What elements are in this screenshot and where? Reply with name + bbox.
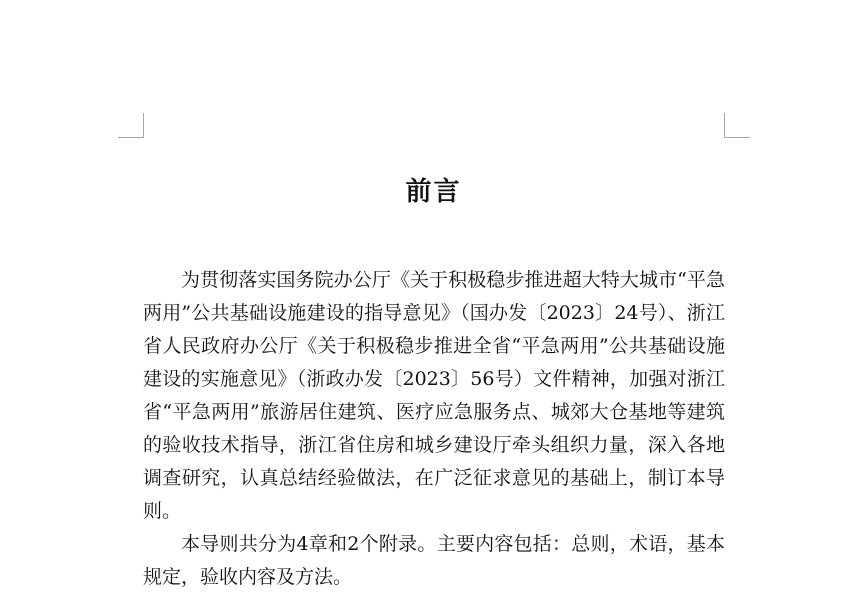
margin-corner-mark-left [118, 113, 144, 138]
paragraph-purpose: 为贯彻落实国务院办公厅《关于积极稳步推进超大特大城市“平急两用”公共基础设施建设的指导意见》（国办发〔2023〕24号）、浙江省人民政府办公厅《关于积极稳步推进全省“平急两用”公共基础设施建设的实施意见》（浙政办发〔2023〕56号）文件精神，加强对浙江省“平急两用”旅游居住建筑、医疗应急服务点、城郊大仓基地等建筑的验收技术指导，浙江省住房和城乡建设厅牵头组织力量，深入各地调查研究，认真总结经验做法，在广泛征求意见的基础上，制订本导则。 [143, 269, 725, 522]
document-body [143, 264, 725, 594]
paragraph-structure: 本导则共分为4章和2个附录。主要内容包括：总则，术语，基本规定，验收内容及方法。 [143, 533, 725, 588]
page-title: 前言 [405, 177, 462, 207]
margin-corner-mark-right [724, 113, 750, 138]
